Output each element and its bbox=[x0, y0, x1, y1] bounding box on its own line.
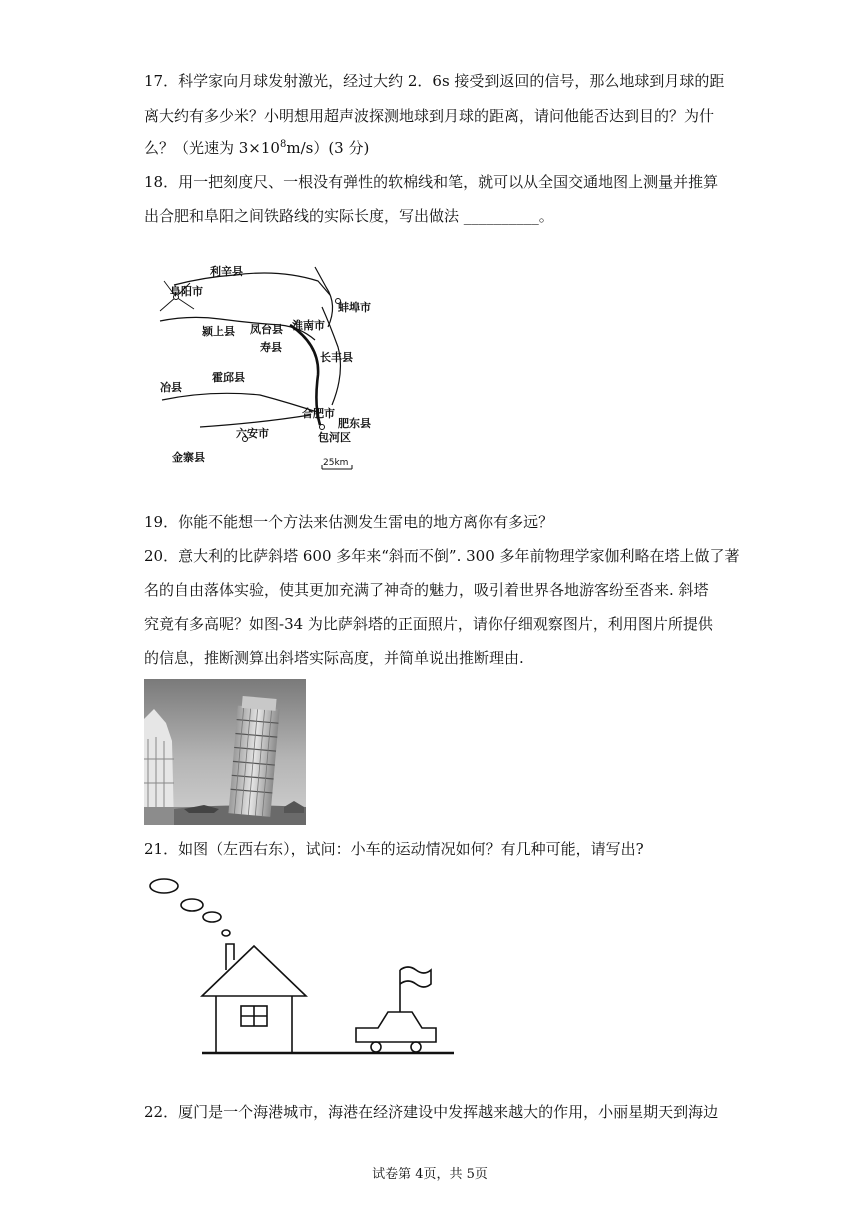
q17-line3-a: 么？（光速为 3×10 bbox=[144, 139, 280, 157]
map-scale-label: 25km bbox=[323, 458, 349, 468]
map-label-bengbu: 蚌埠市 bbox=[338, 301, 371, 314]
car-body bbox=[356, 1012, 436, 1042]
q18-line2: 出合肥和阜阳之间铁路线的实际长度，写出做法 __________。 bbox=[144, 207, 554, 225]
page-footer: 试卷第 4页，共 5页 bbox=[372, 1167, 488, 1182]
q22-line1: 22．厦门是一个海港城市，海港在经济建设中发挥越来越大的作用，小丽星期天到海边 bbox=[144, 1103, 719, 1121]
smoke-puff-4 bbox=[222, 930, 230, 936]
car-wheel-rear bbox=[371, 1042, 381, 1052]
map-label-feidong: 肥东县 bbox=[338, 417, 371, 430]
smoke-puff-3 bbox=[203, 912, 221, 922]
map-label-luan: 六安市 bbox=[236, 427, 269, 440]
smoke-puff-2 bbox=[181, 899, 203, 911]
house-roof bbox=[202, 946, 306, 996]
q21-line1: 21．如图（左西右东），试问：小车的运动情况如何？有几种可能，请写出? bbox=[144, 840, 644, 858]
map-label-yexian: 冶县 bbox=[160, 381, 182, 394]
q18-line1: 18．用一把刻度尺、一根没有弹性的软棉线和笔，就可以从全国交通地图上测量并推算 bbox=[144, 173, 719, 191]
map-label-lixin: 利辛县 bbox=[210, 265, 243, 278]
map-label-huoqiu: 霍邱县 bbox=[212, 371, 245, 384]
map-label-huainan: 淮南市 bbox=[292, 319, 325, 332]
map-label-changfeng: 长丰县 bbox=[320, 351, 353, 364]
railway-map-figure bbox=[150, 255, 400, 475]
q20-line4: 的信息，推断测算出斜塔实际高度，并简单说出推断理由. bbox=[144, 649, 524, 667]
map-label-yingshang: 颍上县 bbox=[202, 325, 235, 338]
map-label-baohe: 包河区 bbox=[318, 431, 351, 444]
map-scale-bar bbox=[322, 458, 352, 469]
map-label-jinzhai: 金寨县 bbox=[172, 451, 205, 464]
house-car-figure bbox=[144, 872, 464, 1062]
q17-line3 bbox=[144, 138, 369, 158]
map-label-fuyang: 阜阳市 bbox=[170, 285, 203, 298]
q17-line3-b: m/s）(3 分) bbox=[286, 139, 370, 157]
q17-line2: 离大约有多少米？小明想用超声波探测地球到月球的距离，请问他能否达到目的？为什 bbox=[144, 107, 715, 125]
smoke-puff-1 bbox=[150, 879, 178, 893]
car-wheel-front bbox=[411, 1042, 421, 1052]
q17-exponent: 8 bbox=[279, 139, 287, 150]
q17-line1: 17．科学家向月球发射激光，经过大约 2．6s 接受到返回的信号，那么地球到月球的距 bbox=[144, 72, 725, 90]
q20-line3: 究竟有多高呢？如图-34 为比萨斜塔的正面照片，请你仔细观察图片，利用图片所提供 bbox=[144, 615, 713, 633]
map-label-hefei: 合肥市 bbox=[302, 407, 335, 420]
q20-line2: 名的自由落体实验，使其更加充满了神奇的魅力，吸引着世界各地游客纷至沓来. 斜塔 bbox=[144, 581, 709, 599]
q19-line1: 19．你能不能想一个方法来估测发生雷电的地方离你有多远？ bbox=[144, 513, 554, 531]
pisa-tower-photo bbox=[144, 679, 306, 825]
map-label-shouxian: 寿县 bbox=[260, 341, 282, 354]
q20-line1: 20．意大利的比萨斜塔 600 多年来“斜而不倒”. 300 多年前物理学家伽利略在塔上做了著 bbox=[144, 547, 740, 565]
map-label-fengtai: 凤台县 bbox=[250, 323, 283, 336]
